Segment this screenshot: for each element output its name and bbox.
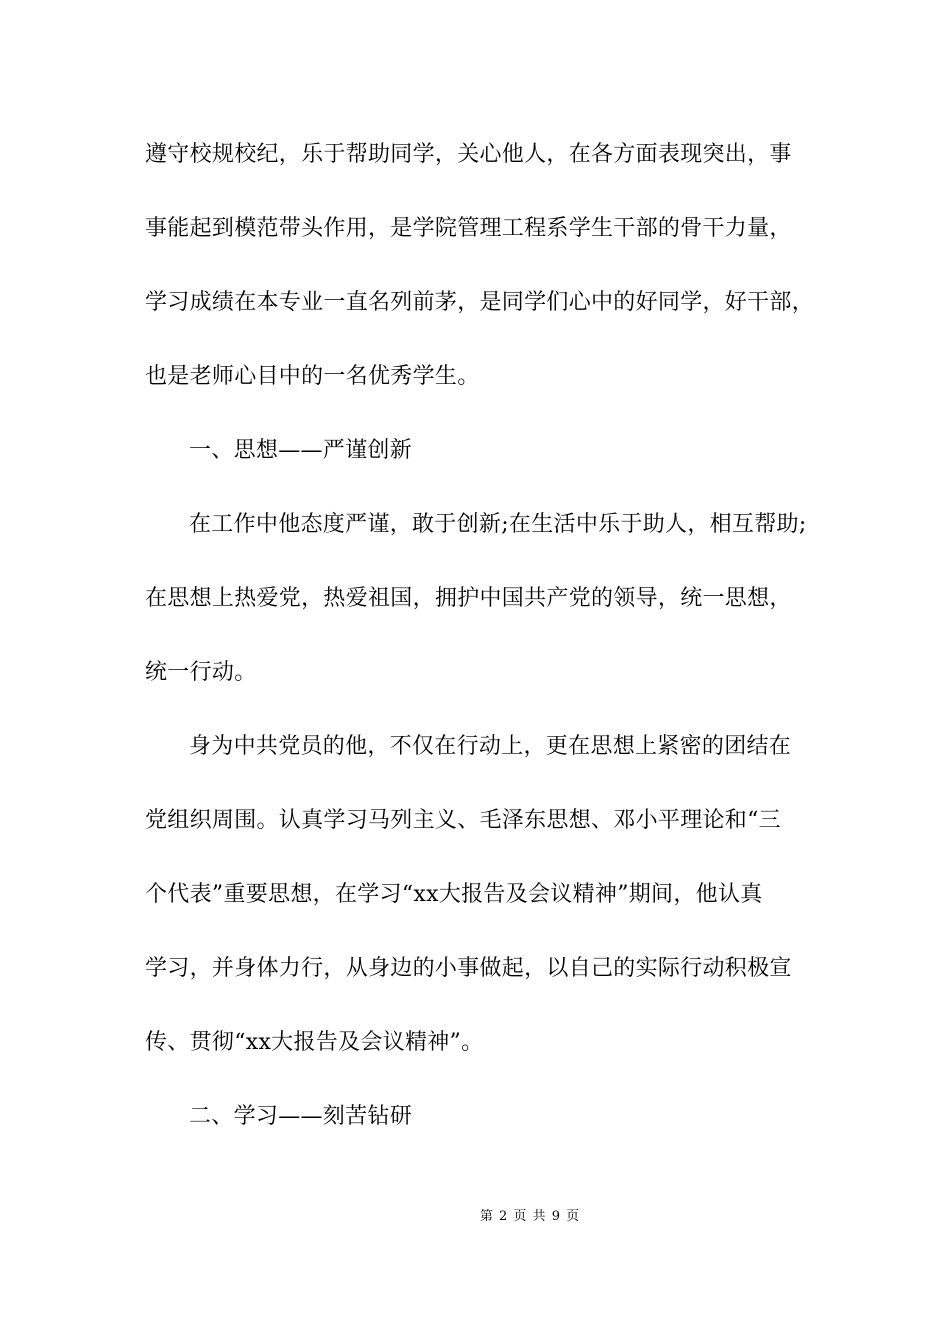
- paragraph-line: 在思想上热爱党，热爱祖国，拥护中国共产党的领导，统一思想，: [145, 586, 792, 611]
- page-number-footer: 第 2 页 共 9 页: [479, 1209, 581, 1224]
- paragraph-line: 在工作中他态度严谨，敢于创新;在生活中乐于助人，相互帮助;: [189, 512, 807, 537]
- paragraph-line: 统一行动。: [145, 660, 257, 685]
- paragraph-line: 事能起到模范带头作用，是学院管理工程系学生干部的骨干力量，: [145, 216, 792, 241]
- paragraph-line: 传、贯彻“xx大报告及会议精神”。: [145, 1030, 484, 1055]
- paragraph-line: 学习成绩在本专业一直名列前茅，是同学们心中的好同学，好干部，: [145, 290, 815, 315]
- paragraph-line: 个代表”重要思想，在学习“xx大报告及会议精神”期间，他认真: [145, 882, 763, 907]
- section-heading: 二、学习——刻苦钻研: [189, 1104, 413, 1129]
- paragraph-line: 遵守校规校纪，乐于帮助同学，关心他人，在各方面表现突出，事: [145, 142, 792, 167]
- paragraph-line: 党组织周围。认真学习马列主义、毛泽东思想、邓小平理论和“三: [145, 808, 781, 833]
- paragraph-line: 身为中共党员的他，不仅在行动上，更在思想上紧密的团结在: [189, 734, 792, 759]
- section-heading: 一、思想——严谨创新: [189, 438, 413, 463]
- paragraph-line: 学习，并身体力行，从身边的小事做起，以自己的实际行动积极宣: [145, 956, 792, 981]
- paragraph-line: 也是老师心目中的一名优秀学生。: [145, 364, 480, 389]
